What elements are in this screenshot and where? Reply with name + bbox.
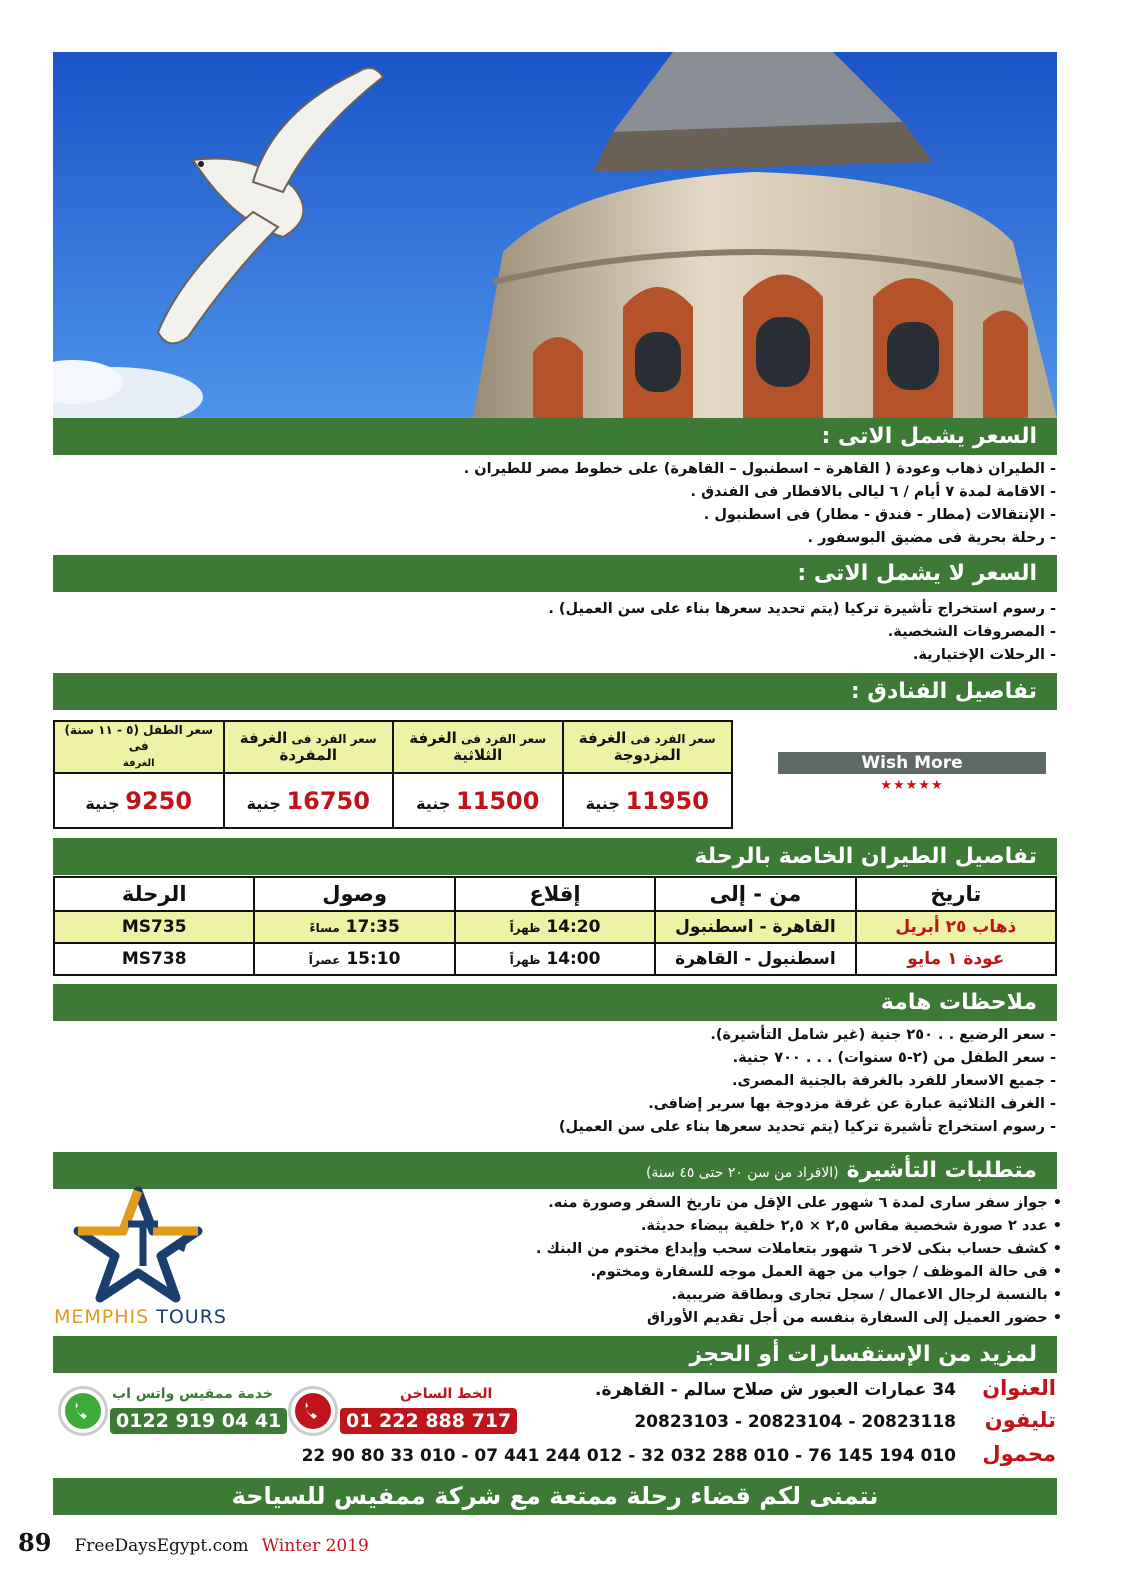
list-item: • حضور العميل إلى السفارة بنفسه من أجل تقديم الأوراق xyxy=(536,1307,1062,1330)
list-item: • جواز سفر سارى لمدة ٦ شهور على الإقل من تاريخ السفر وصورة منه. xyxy=(536,1192,1062,1215)
price-double: 11950 جنية xyxy=(563,773,733,828)
list-item: - الإنتقالات (مطار - فندق - مطار) فى اسطنبول . xyxy=(464,504,1056,527)
header-single: سعر الفرد فى الغرفة المفردة xyxy=(224,721,394,773)
visa-list xyxy=(536,1192,1062,1330)
list-item: • بالنسبة لرجال الاعمال / سجل تجارى وبطاقة ضريبية. xyxy=(536,1284,1062,1307)
site-name: FreeDaysEgypt.com xyxy=(74,1536,249,1556)
excludes-heading: السعر لا يشمل الاتى : xyxy=(53,555,1057,592)
price-child: 9250 جنية xyxy=(54,773,224,828)
flights-heading: تفاصيل الطيران الخاصة بالرحلة xyxy=(53,838,1057,875)
price-single: 16750 جنية xyxy=(224,773,394,828)
header-triple: سعر الفرد فى الغرفة الثلاثية xyxy=(393,721,563,773)
list-item: • فى حالة الموظف / جواب من جهة العمل موجه للسفارة ومختوم. xyxy=(536,1261,1062,1284)
list-item: - الطيران ذهاب وعودة ( القاهرة – اسطنبول – القاهرة) على خطوط مصر للطيران . xyxy=(464,458,1056,481)
list-item: - المصروفات الشخصية. xyxy=(548,621,1056,644)
col-date: تاريخ xyxy=(856,877,1056,911)
hotel-name: Wish More xyxy=(778,752,1046,774)
whatsapp-number[interactable]: 0122 919 04 41 xyxy=(110,1408,287,1434)
table-row: عودة ١ مايو اسطنبول - القاهرة 14:00 ظهراً 15:10 عصراً MS738 xyxy=(54,943,1056,975)
flight-table xyxy=(53,876,1057,976)
col-departure: إقلاع xyxy=(455,877,655,911)
hero-photo xyxy=(53,52,1057,418)
table-row: ذهاب ٢٥ أبريل القاهرة - اسطنبول 14:20 ظهراً 17:35 مساءً MS735 xyxy=(54,911,1056,943)
whatsapp-icon xyxy=(58,1386,108,1436)
header-double: سعر الفرد فى الغرفة المزدوجة xyxy=(563,721,733,773)
col-arrival: وصول xyxy=(254,877,454,911)
hotels-heading: تفاصيل الفنادق : xyxy=(53,673,1057,710)
mobile-label: محمول xyxy=(982,1442,1056,1466)
whatsapp-title: خدمة ممفيس واتس اب xyxy=(112,1386,274,1402)
contact-heading: لمزيد من الإستفسارات أو الحجز xyxy=(53,1336,1057,1373)
list-item: - سعر الرضيع . . ٢٥٠ جنية (غير شامل التأشيرة). xyxy=(559,1024,1056,1047)
hotel-price-table xyxy=(53,720,733,829)
season-label: Winter 2019 xyxy=(261,1536,369,1556)
list-item: - جميع الاسعار للفرد بالغرفة بالجنية المصرى. xyxy=(559,1070,1056,1093)
list-item: - الاقامة لمدة ٧ أيام / ٦ ليالى بالافطار فى الفندق . xyxy=(464,481,1056,504)
includes-heading: السعر يشمل الاتى : xyxy=(53,418,1057,455)
phone-circle-icon xyxy=(288,1386,338,1436)
header-child: سعر الطفل (٥ - ١١ سنة) فى الغرفة xyxy=(54,721,224,773)
list-item: - سعر الطفل من (٢-٥ سنوات) . . . ٧٠٠ جنية. xyxy=(559,1047,1056,1070)
page-footer xyxy=(18,1528,369,1557)
list-item: - رسوم استخراج تأشيرة تركيا (يتم تحديد سعرها بناء على سن العميل) . xyxy=(548,598,1056,621)
list-item: - الغرف الثلاثية عبارة عن غرفة مزدوجة بها سرير إضافى. xyxy=(559,1093,1056,1116)
hotline-title: الخط الساخن xyxy=(400,1386,493,1402)
notes-heading: ملاحظات هامة xyxy=(53,984,1057,1021)
visa-heading: متطلبات التأشيرة(الافراد من سن ٢٠ حتى ٤٥ سنة) xyxy=(53,1152,1057,1189)
excludes-list xyxy=(548,598,1056,667)
list-item: - الرحلات الإختيارية. xyxy=(548,644,1056,667)
phone-value: 20823103 - 20823104 - 20823118 xyxy=(634,1412,956,1432)
address-label: العنوان xyxy=(982,1376,1056,1400)
address-value: 34 عمارات العبور ش صلاح سالم - القاهرة. xyxy=(595,1380,956,1400)
list-item: - رحلة بحرية فى مضيق البوسفور . xyxy=(464,527,1056,550)
col-flight: الرحلة xyxy=(54,877,254,911)
list-item: - رسوم استخراج تأشيرة تركيا (يتم تحديد سعرها بناء على سن العميل) xyxy=(559,1116,1056,1139)
list-item: • عدد ٢ صورة شخصية مقاس ٢,٥ × ٢,٥ خلفية بيضاء حديثة. xyxy=(536,1215,1062,1238)
list-item: • كشف حساب بنكى لاخر ٦ شهور بتعاملات سحب وإيداع مختوم من البنك . xyxy=(536,1238,1062,1261)
notes-list xyxy=(559,1024,1056,1139)
page-number: 89 xyxy=(18,1528,52,1557)
hotline-number[interactable]: 01 222 888 717 xyxy=(340,1408,517,1434)
price-triple: 11500 جنية xyxy=(393,773,563,828)
mobile-value: 010 194 145 76 - 010 288 032 32 - 012 244 441 07 - 010 33 80 90 22 xyxy=(301,1446,956,1466)
closing-banner: نتمنى لكم قضاء رحلة ممتعة مع شركة ممفيس للسياحة xyxy=(53,1478,1057,1515)
col-route: من - إلى xyxy=(655,877,855,911)
includes-list xyxy=(464,458,1056,550)
logo-wordmark: MEMPHIS TOURS xyxy=(54,1306,227,1328)
phone-label: تليفون xyxy=(984,1408,1056,1432)
hotel-stars: ★★★★★ xyxy=(880,778,944,793)
